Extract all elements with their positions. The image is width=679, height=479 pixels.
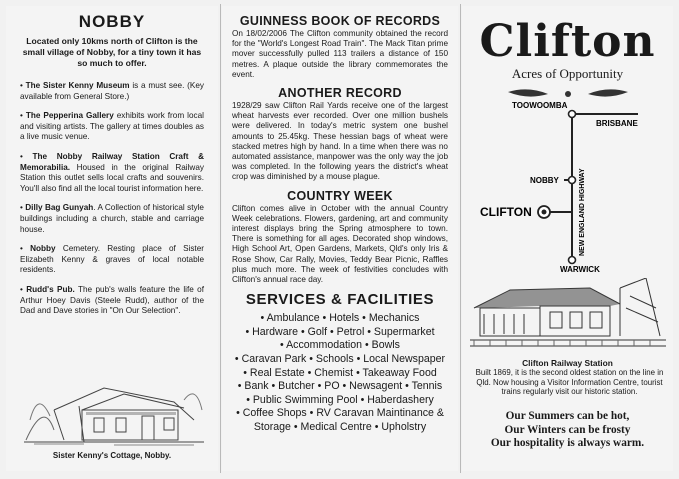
- service-line: • Coffee Shops • RV Caravan Maintinance &: [236, 407, 444, 420]
- clifton-logo: Clifton: [479, 16, 656, 67]
- service-line: • Caravan Park • Schools • Local Newspaper: [234, 353, 446, 366]
- map-label-brisbane: BRISBANE: [596, 119, 638, 128]
- fold-line: [220, 4, 221, 473]
- nobby-item-text: exhibits work from local and visiting artists. The gallery at times doubles as a live music venue.: [20, 111, 204, 142]
- nobby-item-text: The pub's walls feature the life of Arthur Hoey Davis (Steele Rudd), author of the Dad and Dave stories in "On Our Selection".: [20, 284, 204, 316]
- nobby-item-name: The Pepperina Gallery: [25, 111, 114, 121]
- services-heading: SERVICES & FACILITIES: [245, 291, 435, 309]
- station-text: Built 1869, it is the second oldest station on the line in Qld. Now housing a Visitor Information Centre, tourist trains regularly visit our historic station.: [475, 368, 664, 397]
- service-line: Storage • Medical Centre • Upholstry: [253, 421, 427, 434]
- leaf-ornament-icon: [508, 89, 628, 97]
- map-label-highway: NEW ENGLAND HIGHWAY: [579, 168, 586, 256]
- nobby-item-name: Nobby: [30, 244, 56, 254]
- cottage-illustration: [24, 380, 204, 448]
- cottage-caption: Sister Kenny's Cottage, Nobby.: [52, 451, 172, 460]
- service-line: • Accommodation • Bowls: [280, 339, 400, 352]
- nobby-item: [20, 111, 204, 143]
- nobby-item-name: Dilly Bag Gunyah: [25, 203, 94, 213]
- nobby-item: [20, 81, 204, 102]
- guinness-heading: GUINNESS BOOK OF RECORDS: [239, 14, 441, 28]
- nobby-item-text: is a must see. (Key available from General Store.): [20, 81, 204, 101]
- records-panel: [222, 6, 458, 471]
- route-map: [468, 88, 668, 278]
- nobby-item: [20, 203, 204, 235]
- nobby-item: [20, 285, 204, 317]
- slogan-line: Our Winters can be frosty: [504, 423, 631, 436]
- map-label-toowoomba: TOOWOOMBA: [512, 101, 568, 110]
- nobby-item-text: . A Collection of historical style buildings including a church, stable and carriage house.: [20, 203, 204, 234]
- map-label-warwick: WARWICK: [560, 265, 600, 274]
- nobby-item: [20, 152, 204, 194]
- service-line: • Real Estate • Chemist • Takeaway Food: [243, 366, 437, 379]
- bullet: •: [20, 203, 23, 213]
- nobby-item-text: Cemetery. Resting place of Sister Elizabeth Kenny & graves of local notable residents.: [20, 244, 204, 275]
- railway-station-illustration: [470, 278, 666, 356]
- service-line: • Ambulance • Hotels • Mechanics: [260, 312, 420, 325]
- guinness-text: On 18/02/2006 The Clifton community obtained the record for the "World's Longest Road Train". The Mack Titan prime mover successfully pulled 113 trailers a distance of 150 metres. A plaque outside the library commemorates the event.: [232, 29, 448, 79]
- nobby-item: [20, 244, 204, 276]
- service-line: • Public Swimming Pool • Haberdashery: [246, 393, 434, 406]
- fold-line: [460, 4, 461, 473]
- map-label-clifton: CLIFTON: [480, 205, 532, 219]
- bullet: •: [20, 81, 23, 90]
- nobby-intro: Located only 10kms north of Clifton is the small village of Nobby, for a tiny town it has so much to offer.: [22, 36, 202, 68]
- nobby-panel: [6, 6, 218, 471]
- map-label-nobby: NOBBY: [530, 176, 559, 185]
- slogan: [462, 410, 673, 451]
- another-record-text: 1928/29 saw Clifton Rail Yards receive one of the largest wheat harvests ever recorded. Over one million bushels were delivered. In today's metric system one bushel amounts to 25.45kg. These hessian bags of wheat were stacked metres high by hand. In a time when there was no automated assistance, manpower was the only way the job was completed. In the following years the district's wheat crop was diminished by a mouse plague.: [232, 101, 448, 182]
- nobby-item-text: Housed in the original Railway Station this outlet sells local crafts and souvenirs. You'll also find all the local tourist information here.: [20, 162, 204, 193]
- slogan-line: Our Summers can be hot,: [505, 410, 630, 422]
- country-week-heading: COUNTRY WEEK: [287, 188, 393, 203]
- station-caption: Clifton Railway Station: [522, 358, 613, 368]
- service-line: • Bank • Butcher • PO • Newsagent • Tennis: [237, 380, 443, 393]
- tagline: Acres of Opportunity: [511, 66, 624, 81]
- nobby-item-name: Rudd's Pub.: [26, 284, 75, 294]
- bullet: •: [20, 284, 23, 294]
- bullet: •: [20, 151, 23, 161]
- cover-panel: [462, 6, 673, 471]
- bullet: •: [20, 244, 23, 254]
- service-line: • Hardware • Golf • Petrol • Supermarket: [245, 325, 435, 338]
- slogan-line: Our hospitality is always warm.: [490, 437, 645, 450]
- nobby-title: NOBBY: [78, 12, 146, 31]
- nobby-item-name: The Nobby Railway Station Craft & Memorabilia.: [20, 151, 204, 172]
- another-record-heading: ANOTHER RECORD: [278, 86, 402, 101]
- bullet: •: [20, 111, 23, 121]
- country-week-text: Clifton comes alive in October with the annual Country Week celebrations. Flowers, gardening, art and community interest displays bring the Spring atmosphere to town. There is something for all ages. Decorated shop windows, High School Art, Open Gardens, Markets, Qld's only Iris & Rose Show, Car Rally, Movies, Teddy Bear Picnic, Raffles plus much more. The week of festivities concludes with Clifton's annual race day.: [232, 203, 448, 285]
- nobby-item-name: The Sister Kenny Museum: [25, 81, 130, 90]
